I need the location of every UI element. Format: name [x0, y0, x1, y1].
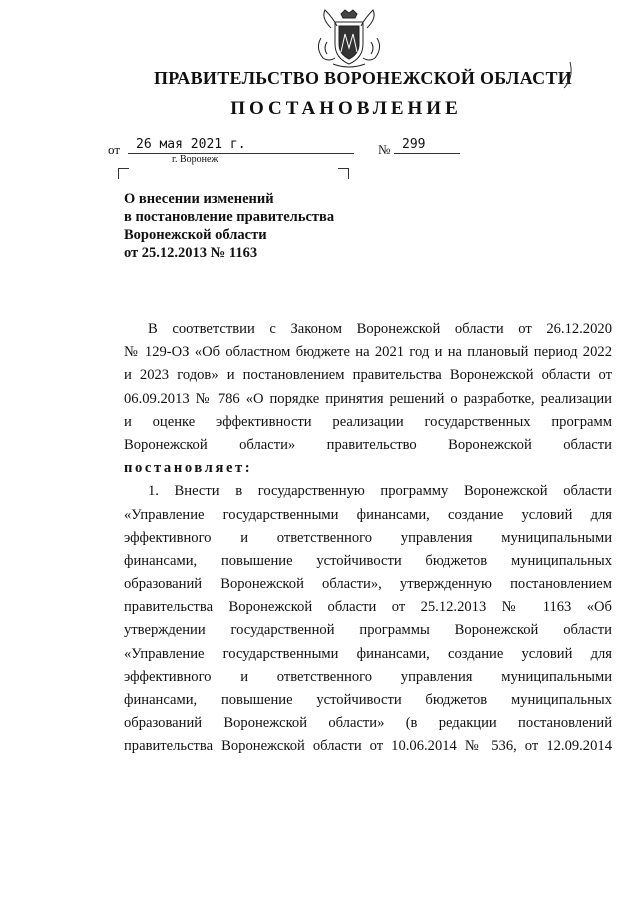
subject-corner-left — [118, 168, 129, 179]
body-line: финансами, повышение устойчивости бюджетов муниципальных — [124, 552, 612, 569]
body-line: образований Воронежской области» (в редакции постановлений — [124, 715, 612, 732]
body-line: В соответствии с Законом Воронежской области от 26.12.2020 — [148, 321, 612, 337]
body-line: «Управление государственными финансами, создание условий для — [124, 645, 612, 662]
body-line: правительства Воронежской области от 10.06.2014 № 536, от 12.09.2014 — [124, 738, 612, 755]
body-line: эффективного и ответственного управления муниципальными — [124, 668, 612, 685]
coat-of-arms-emblem — [311, 8, 387, 70]
signature-mark — [560, 60, 576, 90]
subject-line: Воронежской области — [124, 227, 267, 243]
document-type-heading: ПОСТАНОВЛЕНИЕ — [230, 98, 462, 119]
body-line: Воронежской области» правительство Воронежской области — [124, 436, 612, 453]
subject-line: О внесении изменений — [124, 191, 274, 207]
body-line: финансами, повышение устойчивости бюджетов муниципальных — [124, 692, 612, 708]
body-line: утверждении государственной программы Воронежской области — [124, 622, 612, 639]
body-line: и оценке эффективности реализации государственных программ — [124, 413, 612, 430]
number-prefix: № — [378, 142, 391, 157]
date-number-line — [108, 137, 426, 160]
government-title: ПРАВИТЕЛЬСТВО ВОРОНЕЖСКОЙ ОБЛАСТИ — [154, 68, 573, 88]
subject-line: от 25.12.2013 № 1163 — [124, 245, 258, 261]
document-date: 26 мая 2021 г. — [128, 138, 354, 154]
body-line: правительства Воронежской области от 25.12.2013 № 1163 «Об — [124, 599, 612, 616]
subject-block — [124, 190, 384, 262]
document-body — [124, 318, 612, 759]
body-line: «Управление государственными финансами, создание условий для — [124, 506, 612, 523]
body-line: образований Воронежской области», утвержденную постановлением — [124, 576, 612, 593]
subject-corner-right — [338, 168, 349, 179]
body-line: 1. Внести в государственную программу Воронежской области — [148, 483, 612, 500]
body-line: эффективного и ответственного управления муниципальными — [124, 529, 612, 546]
document-number: 299 — [394, 138, 460, 154]
subject-line: в постановление правительства — [124, 209, 335, 225]
decree-word: постановляет: — [124, 460, 253, 477]
body-line: № 129-ОЗ «Об областном бюджете на 2021 год и на плановый период 2022 — [124, 344, 612, 361]
date-prefix: от — [108, 142, 121, 157]
city-label: г. Воронеж — [172, 154, 219, 165]
body-line: 06.09.2013 № 786 «О порядке принятия решений о разработке, реализации — [124, 390, 612, 407]
body-line: и 2023 годов» и постановлением правительства Воронежской области от — [124, 367, 612, 384]
